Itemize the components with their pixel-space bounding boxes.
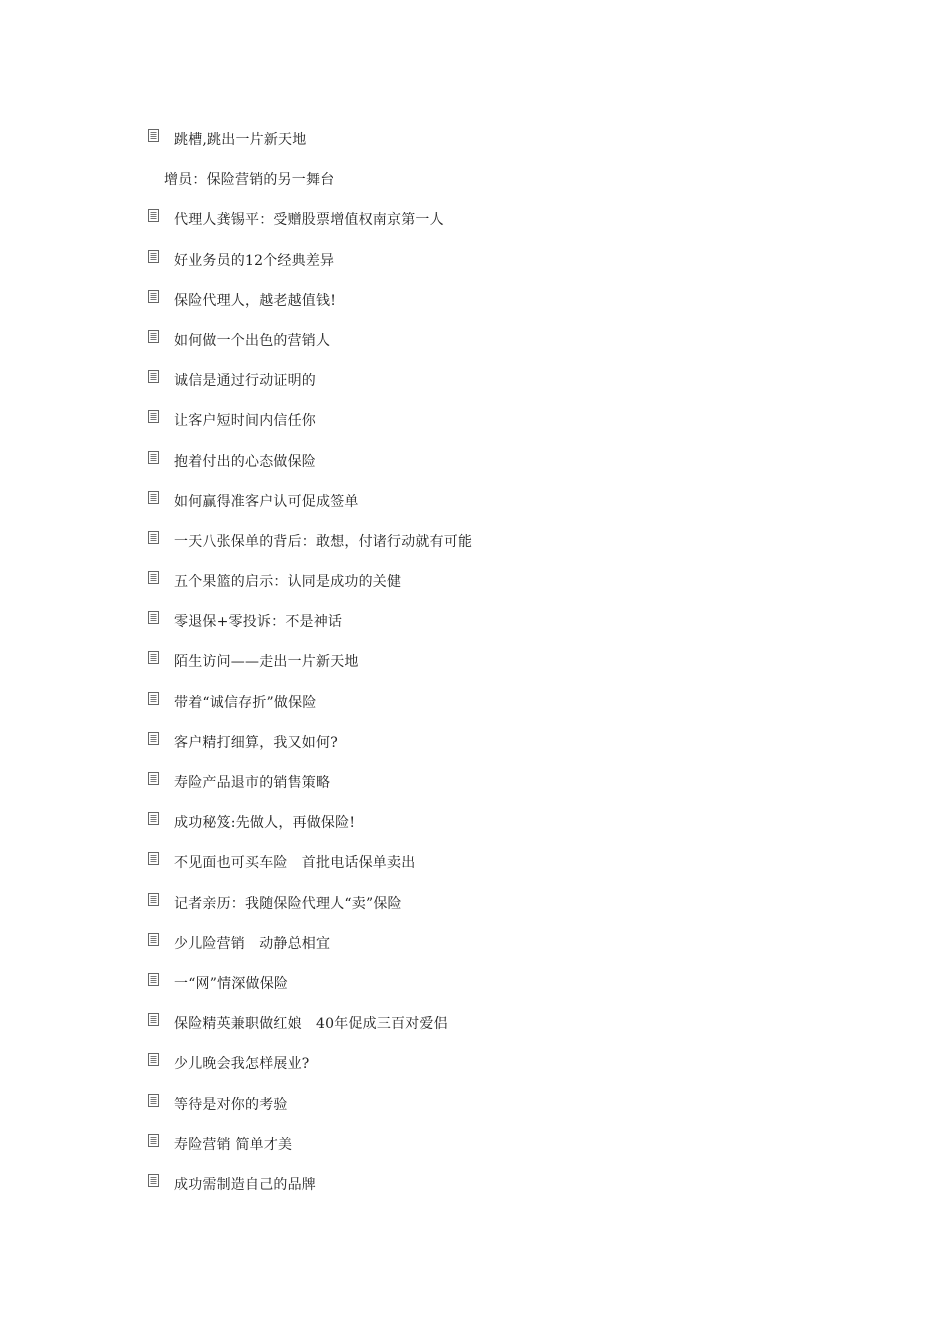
article-title[interactable]: 陌生访问——走出一片新天地 bbox=[174, 654, 359, 671]
document-icon bbox=[148, 250, 159, 263]
document-icon bbox=[148, 1174, 159, 1187]
document-icon bbox=[148, 732, 159, 745]
document-icon bbox=[148, 1094, 159, 1107]
list-item[interactable] bbox=[0, 281, 950, 321]
document-icon bbox=[148, 692, 159, 705]
document-icon bbox=[148, 209, 159, 222]
article-title[interactable]: 如何做一个出色的营销人 bbox=[174, 332, 331, 349]
list-item[interactable] bbox=[0, 522, 950, 562]
article-title[interactable]: 保险精英兼职做红娘 40年促成三百对爱侣 bbox=[174, 1016, 448, 1033]
document-icon bbox=[148, 571, 159, 584]
article-list bbox=[0, 120, 950, 1205]
list-item[interactable] bbox=[0, 120, 950, 160]
article-title[interactable]: 代理人龚锡平：受赠股票增值权南京第一人 bbox=[174, 212, 444, 229]
document-icon bbox=[148, 893, 159, 906]
list-item[interactable] bbox=[0, 401, 950, 441]
list-item[interactable] bbox=[0, 1085, 950, 1125]
document-icon bbox=[148, 812, 159, 825]
list-item[interactable] bbox=[0, 321, 950, 361]
document-icon bbox=[148, 330, 159, 343]
document-icon bbox=[148, 852, 159, 865]
article-title[interactable]: 增员：保险营销的另一舞台 bbox=[164, 172, 335, 189]
list-item[interactable] bbox=[0, 241, 950, 281]
list-item[interactable] bbox=[0, 723, 950, 763]
document-icon bbox=[148, 611, 159, 624]
article-title[interactable]: 寿险营销 简单才美 bbox=[174, 1136, 293, 1153]
article-title[interactable]: 一天八张保单的背后：敢想，付诸行动就有可能 bbox=[174, 533, 473, 550]
list-item[interactable] bbox=[0, 803, 950, 843]
document-icon bbox=[148, 973, 159, 986]
article-title[interactable]: 保险代理人，越老越值钱! bbox=[174, 292, 337, 309]
article-title[interactable]: 记者亲历：我随保险代理人“卖”保险 bbox=[174, 895, 402, 912]
list-item[interactable] bbox=[0, 602, 950, 642]
article-title[interactable]: 寿险产品退市的销售策略 bbox=[174, 775, 331, 791]
list-item[interactable] bbox=[0, 683, 950, 723]
list-item[interactable] bbox=[0, 482, 950, 522]
document-icon bbox=[148, 1053, 159, 1066]
article-title[interactable]: 等待是对你的考验 bbox=[174, 1096, 288, 1113]
document-icon bbox=[148, 1013, 159, 1026]
article-title[interactable]: 诚信是通过行动证明的 bbox=[174, 373, 316, 390]
list-item[interactable] bbox=[0, 562, 950, 602]
document-icon bbox=[148, 651, 159, 664]
document-icon bbox=[148, 129, 159, 142]
article-title[interactable]: 零退保+零投诉：不是神话 bbox=[174, 614, 343, 631]
list-item[interactable] bbox=[0, 361, 950, 401]
document-icon bbox=[148, 491, 159, 504]
article-title[interactable]: 成功需制造自己的品牌 bbox=[174, 1176, 316, 1193]
list-item[interactable] bbox=[0, 200, 950, 240]
article-title[interactable]: 少儿晚会我怎样展业? bbox=[174, 1056, 310, 1073]
document-icon bbox=[148, 451, 159, 464]
list-item[interactable] bbox=[0, 1044, 950, 1084]
article-title[interactable]: 不见面也可买车险 首批电话保单卖出 bbox=[174, 855, 416, 872]
article-title[interactable]: 少儿险营销 动静总相宜 bbox=[174, 935, 331, 952]
article-title[interactable]: 一“网”情深做保险 bbox=[174, 975, 289, 992]
list-item[interactable] bbox=[0, 924, 950, 964]
document-icon bbox=[148, 772, 159, 785]
article-title[interactable]: 客户精打细算，我又如何? bbox=[174, 734, 338, 751]
article-title[interactable]: 五个果篮的启示：认同是成功的关健 bbox=[174, 574, 402, 591]
list-item[interactable] bbox=[0, 1125, 950, 1165]
article-title[interactable]: 成功秘笈:先做人，再做保险! bbox=[174, 815, 356, 832]
list-item[interactable] bbox=[0, 160, 950, 200]
article-title[interactable]: 抱着付出的心态做保险 bbox=[174, 453, 316, 470]
document-icon bbox=[148, 1134, 159, 1147]
document-icon bbox=[148, 531, 159, 544]
document-icon bbox=[148, 410, 159, 423]
article-title[interactable]: 好业务员的12个经典差异 bbox=[174, 252, 335, 269]
article-title[interactable]: 跳槽,跳出一片新天地 bbox=[174, 132, 307, 148]
list-item[interactable] bbox=[0, 843, 950, 883]
list-item[interactable] bbox=[0, 1165, 950, 1205]
document-icon bbox=[148, 933, 159, 946]
article-title[interactable]: 带着“诚信存折”做保险 bbox=[174, 694, 317, 711]
list-item[interactable] bbox=[0, 964, 950, 1004]
document-icon bbox=[148, 290, 159, 303]
document-icon bbox=[148, 370, 159, 383]
article-title[interactable]: 让客户短时间内信任你 bbox=[174, 413, 316, 430]
list-item[interactable] bbox=[0, 442, 950, 482]
list-item[interactable] bbox=[0, 1004, 950, 1044]
list-item[interactable] bbox=[0, 642, 950, 682]
list-item[interactable] bbox=[0, 763, 950, 803]
list-item[interactable] bbox=[0, 884, 950, 924]
article-title[interactable]: 如何赢得准客户认可促成签单 bbox=[174, 493, 359, 510]
